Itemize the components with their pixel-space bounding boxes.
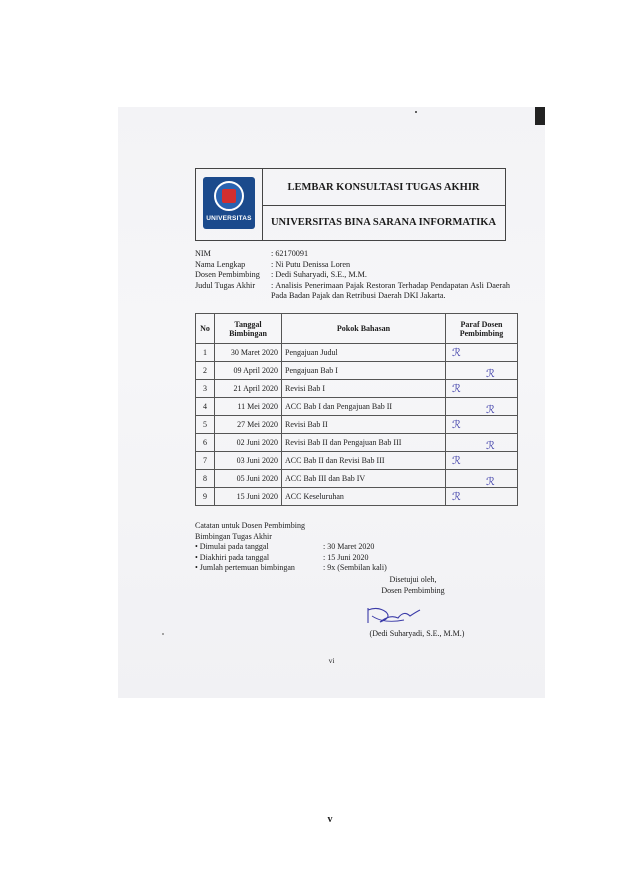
- row-date: 09 April 2020: [215, 362, 282, 380]
- notes-section: [195, 521, 515, 574]
- row-date: 21 April 2020: [215, 380, 282, 398]
- paraf-signature-icon: ℛ: [452, 382, 461, 395]
- row-date: 05 Juni 2020: [215, 470, 282, 488]
- start-value: : 30 Maret 2020: [323, 542, 375, 551]
- table-row: [196, 344, 518, 362]
- approval-block: [344, 575, 482, 596]
- paraf-signature-icon: ℛ: [486, 475, 495, 488]
- info-row-nim: [195, 249, 510, 260]
- row-topic: Revisi Bab II dan Pengajuan Bab III: [282, 434, 446, 452]
- thesis-label: Judul Tugas Akhir: [195, 280, 256, 290]
- table-row: [196, 362, 518, 380]
- row-no: 6: [196, 434, 215, 452]
- table-row: [196, 452, 518, 470]
- paraf-signature-icon: ℛ: [452, 418, 461, 431]
- notes-end-row: [195, 553, 515, 564]
- row-topic: Pengajuan Bab I: [282, 362, 446, 380]
- row-paraf: [446, 434, 518, 452]
- table-row: [196, 380, 518, 398]
- sheet-header: [195, 168, 506, 241]
- row-paraf: [446, 416, 518, 434]
- paraf-signature-icon: ℛ: [486, 403, 495, 416]
- logo-text: UNIVERSITAS: [206, 215, 252, 222]
- table-row: [196, 488, 518, 506]
- row-topic: Revisi Bab II: [282, 416, 446, 434]
- row-paraf: [446, 398, 518, 416]
- row-date: 02 Juni 2020: [215, 434, 282, 452]
- count-value: : 9x (Sembilan kali): [323, 563, 387, 572]
- logo-emblem: [222, 189, 236, 203]
- advisor-value: : Dedi Suharyadi, S.E., M.M.: [271, 270, 367, 279]
- row-no: 1: [196, 344, 215, 362]
- student-info: [195, 249, 510, 302]
- row-no: 5: [196, 416, 215, 434]
- row-topic: ACC Keseluruhan: [282, 488, 446, 506]
- notes-line: Catatan untuk Dosen Pembimbing: [195, 521, 305, 530]
- row-paraf: [446, 362, 518, 380]
- row-date: 11 Mei 2020: [215, 398, 282, 416]
- logo-cell: [196, 169, 263, 240]
- start-label: • Dimulai pada tanggal: [195, 542, 269, 551]
- sheet-title: LEMBAR KONSULTASI TUGAS AKHIR: [262, 169, 505, 206]
- row-topic: ACC Bab I dan Pengajuan Bab II: [282, 398, 446, 416]
- scan-speck: [415, 111, 417, 113]
- end-value: : 15 Juni 2020: [323, 552, 369, 562]
- row-date: 15 Juni 2020: [215, 488, 282, 506]
- table-row: [196, 398, 518, 416]
- row-date: 30 Maret 2020: [215, 344, 282, 362]
- paraf-signature-icon: ℛ: [452, 454, 461, 467]
- name-label: Nama Lengkap: [195, 259, 246, 269]
- inner-page-number: vi: [328, 656, 335, 665]
- row-topic: Revisi Bab I: [282, 380, 446, 398]
- header-topic: Pokok Bahasan: [282, 314, 446, 344]
- approval-role: Dosen Pembimbing: [381, 585, 445, 595]
- nim-label: NIM: [195, 249, 211, 258]
- row-topic: ACC Bab III dan Bab IV: [282, 470, 446, 488]
- info-row-thesis: [195, 281, 510, 302]
- row-paraf: [446, 488, 518, 506]
- header-date: Tanggal Bimbingan: [215, 314, 282, 344]
- scanned-consultation-sheet: [118, 107, 545, 698]
- university-logo-icon: [203, 177, 255, 229]
- advisor-name-signed: (Dedi Suharyadi, S.E., M.M.): [369, 629, 465, 638]
- table-row: [196, 470, 518, 488]
- row-no: 7: [196, 452, 215, 470]
- count-label: • Jumlah pertemuan bimbingan: [195, 563, 295, 572]
- approval-line: Disetujui oleh,: [389, 575, 437, 584]
- table-row: [196, 416, 518, 434]
- notes-line: Bimbingan Tugas Akhir: [195, 531, 272, 541]
- paraf-signature-icon: ℛ: [452, 346, 461, 359]
- row-no: 2: [196, 362, 215, 380]
- paraf-signature-icon: ℛ: [486, 439, 495, 452]
- info-row-advisor: [195, 270, 510, 281]
- header-paraf: Paraf Dosen Pembimbing: [446, 314, 518, 344]
- notes-start-row: [195, 542, 515, 553]
- row-no: 3: [196, 380, 215, 398]
- scan-edge-shadow: [535, 107, 545, 125]
- notes-count-row: [195, 563, 515, 574]
- row-date: 27 Mei 2020: [215, 416, 282, 434]
- row-paraf: [446, 452, 518, 470]
- table-header-row: [196, 314, 518, 344]
- row-topic: ACC Bab II dan Revisi Bab III: [282, 452, 446, 470]
- paraf-signature-icon: ℛ: [486, 367, 495, 380]
- row-paraf: [446, 344, 518, 362]
- thesis-value: : Analisis Penerimaan Pajak Restoran Terhadap Pendapatan Asli Daerah Pada Badan Pajak dan Retribusi Daerah DKI Jakarta.: [271, 280, 510, 300]
- header-no: No: [196, 314, 215, 344]
- page-number: v: [327, 814, 333, 825]
- paraf-signature-icon: ℛ: [452, 490, 461, 503]
- row-topic: Pengajuan Judul: [282, 344, 446, 362]
- end-label: • Diakhiri pada tanggal: [195, 552, 270, 562]
- row-paraf: [446, 470, 518, 488]
- scan-speck: [162, 633, 164, 635]
- row-no: 8: [196, 470, 215, 488]
- row-no: 9: [196, 488, 215, 506]
- info-row-name: [195, 260, 510, 271]
- row-paraf: [446, 380, 518, 398]
- handwritten-signature-icon: [364, 604, 424, 626]
- consultation-table: [195, 313, 518, 506]
- row-date: 03 Juni 2020: [215, 452, 282, 470]
- advisor-label: Dosen Pembimbing: [195, 270, 260, 279]
- row-no: 4: [196, 398, 215, 416]
- nim-value: : 62170091: [271, 249, 309, 258]
- table-row: [196, 434, 518, 452]
- university-name: UNIVERSITAS BINA SARANA INFORMATIKA: [270, 217, 497, 228]
- name-value: : Ni Putu Denissa Loren: [271, 259, 351, 269]
